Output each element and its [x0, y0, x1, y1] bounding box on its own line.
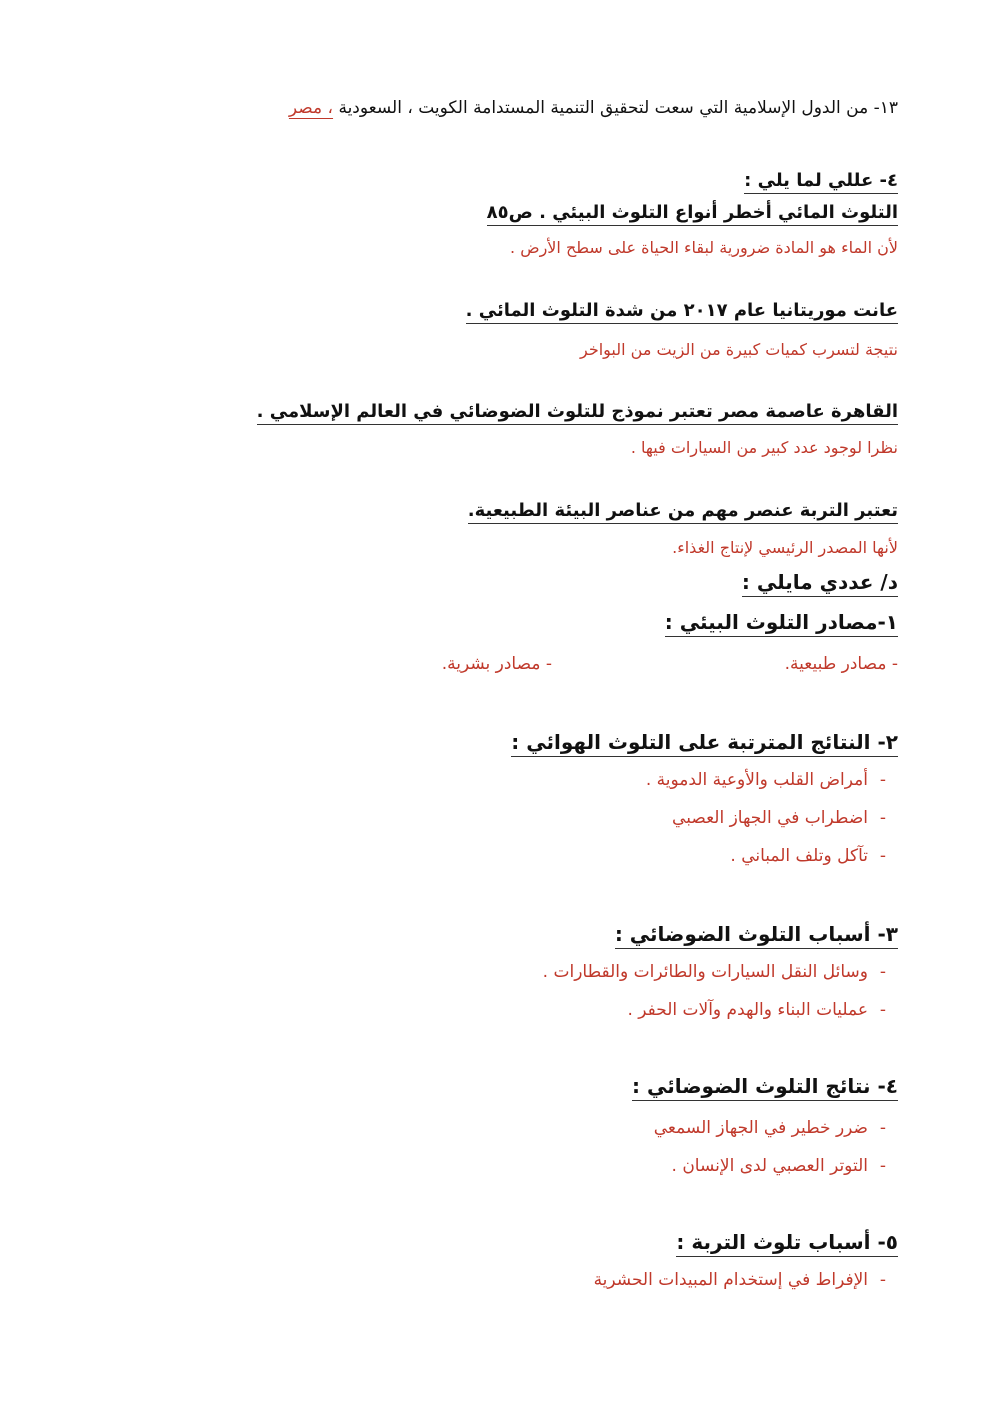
reason-question-4: تعتبر التربة عنصر مهم من عناصر البيئة الطبيعية. [468, 500, 898, 524]
bullet: - [879, 1000, 887, 1020]
group-2-item-2 [672, 808, 898, 828]
reason-answer-4: لأنها المصدر الرئيسي لإنتاج الغذاء. [672, 538, 898, 557]
reason-answer-3: نظرا لوجود عدد كبير من السيارات فيها . [630, 438, 898, 457]
group-3-item-1 [543, 962, 898, 982]
group-1-title: ١-مصادر التلوث البيئي : [665, 610, 898, 637]
section-d-heading: د/ عددي مايلي : [742, 570, 898, 597]
section-4-heading: ٤- عللي لما يلي : [744, 170, 898, 194]
group-4-item-2 [672, 1156, 898, 1176]
item-text: أمراض القلب والأوعية الدموية . [645, 770, 868, 790]
group-3-item-2 [627, 1000, 898, 1020]
bullet: - [879, 808, 887, 828]
bullet: - [879, 962, 887, 982]
item-text: اضطراب في الجهاز العصبي [672, 808, 868, 828]
item-text: الإفراط في إستخدام المبيدات الحشرية [593, 1270, 868, 1290]
item-text: تآكل وتلف المباني . [730, 846, 868, 866]
group-1-item-1: - مصادر طبيعية. [784, 654, 898, 674]
reason-question-2: عانت موريتانيا عام ٢٠١٧ من شدة التلوث المائي . [466, 300, 898, 324]
question-13-text: ١٣- من الدول الإسلامية التي سعت لتحقيق التنمية المستدامة الكويت ، السعودية [338, 98, 898, 118]
reason-answer-2: نتيجة لتسرب كميات كبيرة من الزيت من البواخر [580, 340, 898, 359]
group-2-item-3 [730, 846, 898, 866]
group-2-title: ٢- النتائج المترتبة على التلوث الهوائي : [511, 730, 898, 757]
bullet: - [879, 846, 887, 866]
item-text: عمليات البناء والهدم وآلات الحفر . [627, 1000, 868, 1020]
item-text: وسائل النقل السيارات والطائرات والقطارات . [542, 962, 868, 982]
bullet: - [879, 1156, 887, 1176]
reason-question-3: القاهرة عاصمة مصر تعتبر نموذج للتلوث الضوضائي في العالم الإسلامي . [257, 401, 898, 425]
bullet: - [879, 770, 887, 790]
group-4-item-1 [654, 1118, 898, 1138]
question-13 [289, 98, 898, 118]
group-5-title: ٥- أسباب تلوث التربة : [676, 1230, 898, 1257]
bullet: - [879, 1270, 887, 1290]
item-text: التوتر العصبي لدى الإنسان . [671, 1156, 868, 1176]
bullet: - [879, 1118, 887, 1138]
group-4-title: ٤- نتائج التلوث الضوضائي : [632, 1074, 898, 1101]
reason-answer-1: لأن الماء هو المادة ضرورية لبقاء الحياة على سطح الأرض . [510, 238, 898, 257]
question-13-answer: ، مصر [288, 98, 334, 118]
group-1-item-2: - مصادر بشرية. [441, 654, 552, 674]
group-2-item-1 [646, 770, 898, 790]
reason-question-1: التلوث المائي أخطر أنواع التلوث البيئي . ص٨٥ [487, 202, 898, 226]
group-3-title: ٣- أسباب التلوث الضوضائي : [615, 922, 898, 949]
item-text: ضرر خطير في الجهاز السمعي [653, 1118, 868, 1138]
group-5-item-1 [594, 1270, 898, 1290]
